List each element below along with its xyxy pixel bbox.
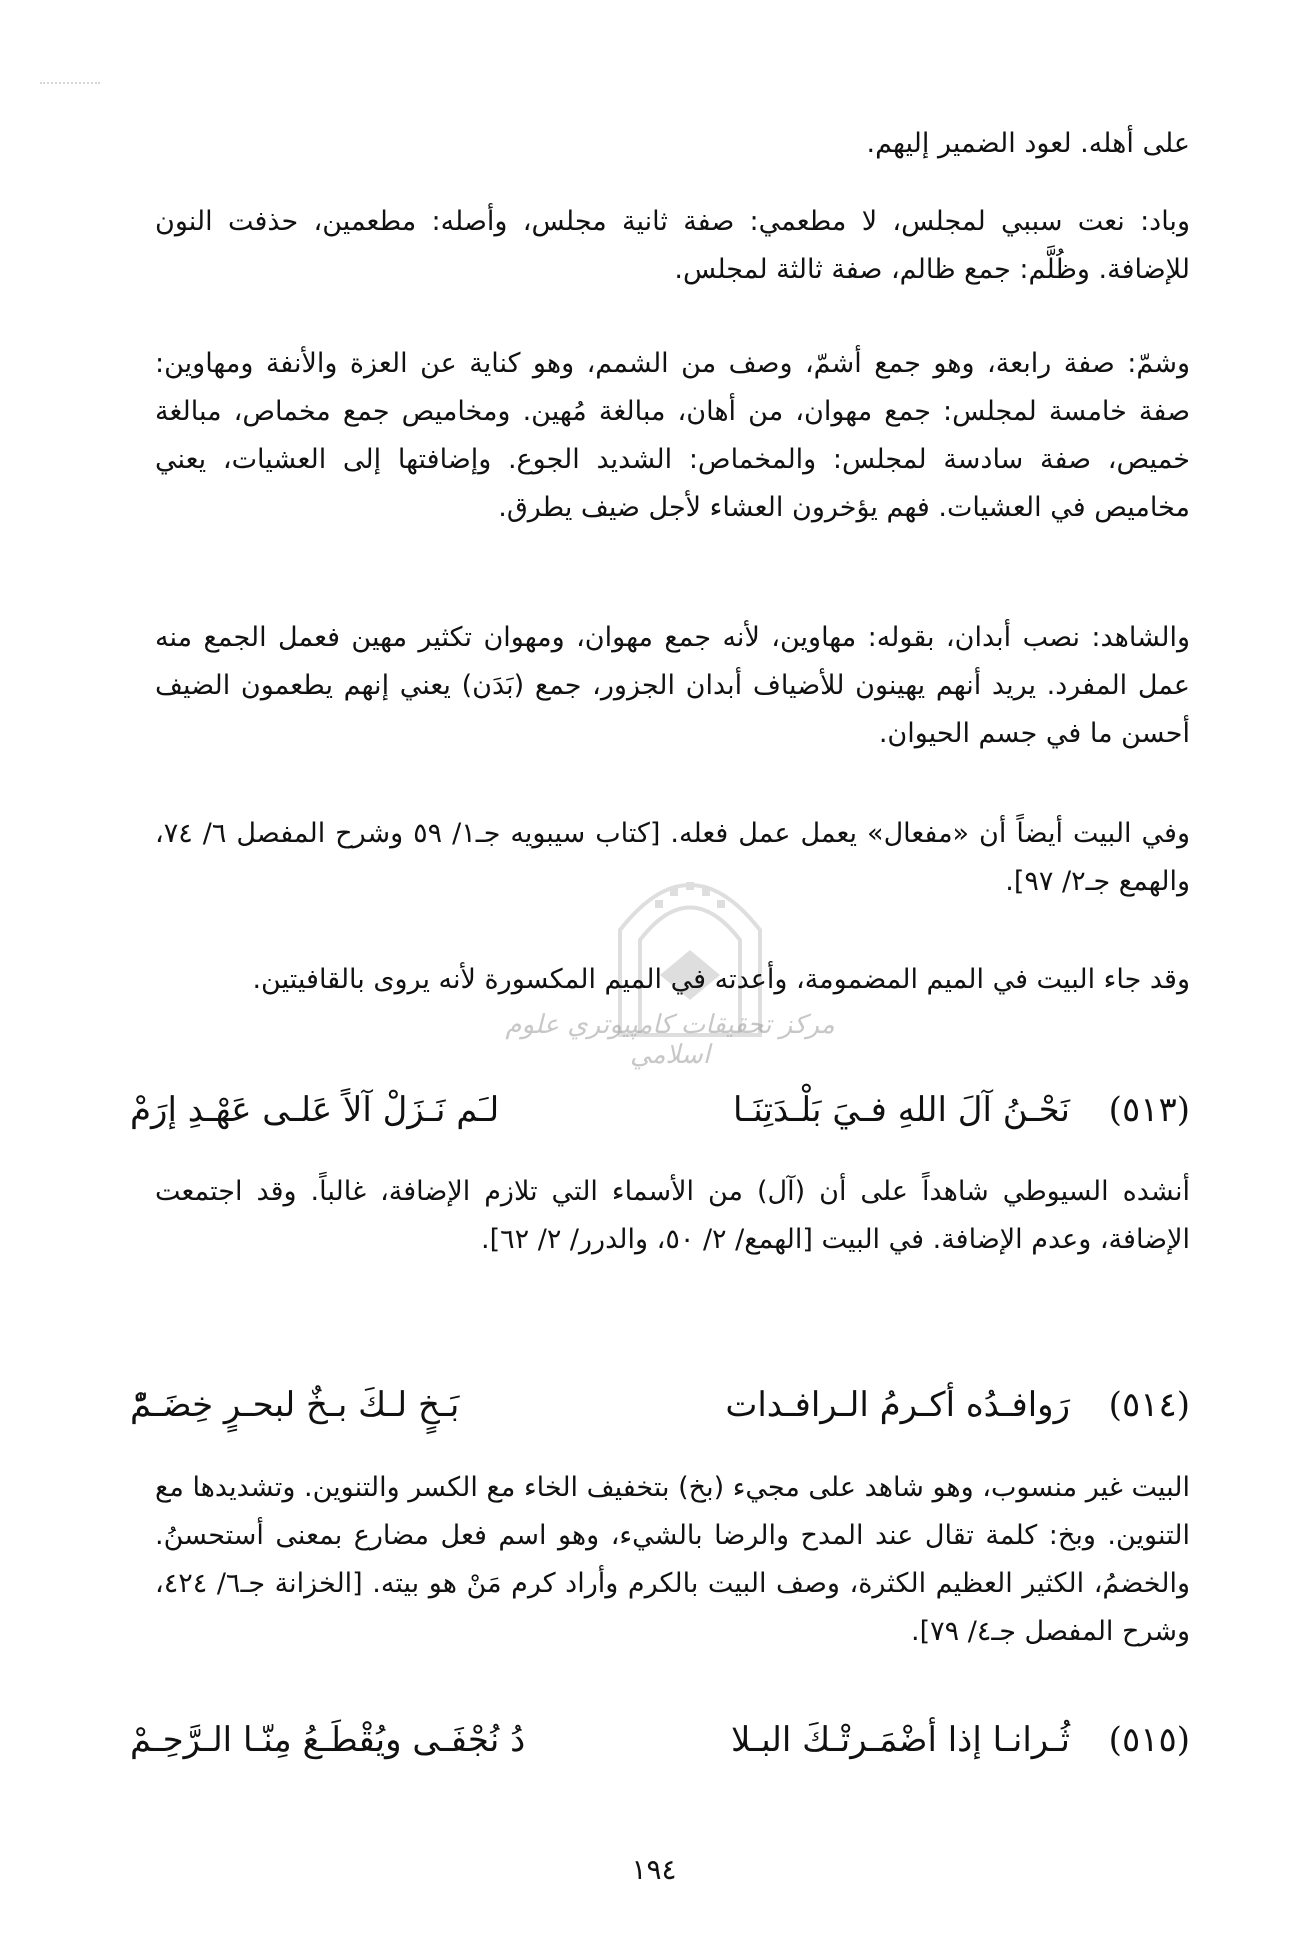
verse-hemistich-first: ثُـرانـا إذا أضْمَـرتْـكَ البـلا [731, 1720, 1070, 1760]
verse-number: (٥١٥) [1108, 1720, 1190, 1760]
verse-513 [130, 1080, 1190, 1140]
verse-515 [130, 1710, 1190, 1770]
verse-hemistich-first: نَحْـنُ آلَ اللهِ فـيَ بَلْـدَتِنَـا [732, 1090, 1070, 1130]
verse-hemistich-second: بَـخٍ لـكَ بـخٌ لبحـرٍ خِضَـمّْ [130, 1385, 460, 1425]
paragraph-5 [155, 810, 1190, 906]
paragraph-6 [155, 956, 1190, 1004]
paragraph-7 [155, 1168, 1190, 1264]
scan-artifact [40, 82, 100, 88]
paragraph-text: وشمّ: صفة رابعة، وهو جمع أشمّ، وصف من الشمم، وهو كناية عن العزة والأنفة ومهاوين: صفة خامسة لمجلس: جمع مهوان، من أهان، مبالغة مُهين. ومخاميص جمع مخماص، مبالغة خميص، صفة سادسة لمجلس: والمخماص: الشديد الجوع. وإضافتها إلى العشيات، يعني مخاميص في العشيات. فهم يؤخرون العشاء لأجل ضيف يطرق. [155, 348, 1190, 523]
paragraph-3 [155, 340, 1190, 532]
verse-number: (٥١٣) [1108, 1090, 1190, 1130]
verse-514 [130, 1375, 1190, 1435]
page-number: ١٩٤ [631, 1853, 677, 1886]
paragraph-text: وباد: نعت سببي لمجلس، لا مطعمي: صفة ثانية مجلس، وأصله: مطعمين، حذفت النون للإضافة. وظُلَّم: جمع ظالم، صفة ثالثة لمجلس. [155, 206, 1190, 285]
paragraph-text: على أهله. لعود الضمير إليهم. [866, 128, 1190, 159]
watermark-text: مركز تحقيقات كامپيوتري علوم اسلامي [505, 1010, 835, 1070]
paragraph-text: والشاهد: نصب أبدان، بقوله: مهاوين، لأنه جمع مهوان، ومهوان تكثير مهين فعمل الجمع منه عمل المفرد. يريد أنهم يهينون للأضياف أبدان الجزور، جمع (بَدَن) يعني إنهم يطعمون الضيف أحسن ما في جسم الحيوان. [155, 622, 1190, 749]
paragraph-text: وفي البيت أيضاً أن «مفعال» يعمل عمل فعله. [كتاب سيبويه جـ١/ ٥٩ وشرح المفصل ٦/ ٧٤، والهمع جـ٢/ ٩٧]. [155, 818, 1190, 897]
verse-hemistich-second: لـَم نَـزَلْ آلاً عَلـى عَهْـدِ إرَمْ [130, 1090, 500, 1130]
paragraph-text: أنشده السيوطي شاهداً على أن (آل) من الأسماء التي تلازم الإضافة، غالباً. وقد اجتمعت الإضافة، وعدم الإضافة. في البيت [الهمع/ ٢/ ٥٠، والدرر/ ٢/ ٦٢]. [155, 1176, 1190, 1255]
paragraph-text: البيت غير منسوب، وهو شاهد على مجيء (بخ) بتخفيف الخاء مع الكسر والتنوين. وتشديدها مع التنوين. وبخ: كلمة تقال عند المدح والرضا بالشيء، وهو اسم فعل مضارع بمعنى أستحسنُ. والخضمُ، الكثير العظيم الكثرة، وصف البيت بالكرم وأراد كرم مَنْ هو بيته. [الخزانة جـ٦/ ٤٢٤، وشرح المفصل جـ٤/ ٧٩]. [155, 1472, 1190, 1647]
verse-hemistich-first: رَوافـدُه أكـرمُ الـرافـدات [725, 1385, 1070, 1425]
paragraph-8 [155, 1464, 1190, 1656]
paragraph-1 [155, 120, 1190, 168]
verse-number: (٥١٤) [1108, 1385, 1190, 1425]
verse-hemistich-second: دُ نُجْفَـى ويُقْطَـعُ مِنّـا الـرَّحِـمْ [130, 1720, 526, 1760]
paragraph-text: وقد جاء البيت في الميم المضمومة، وأعدته في الميم المكسورة لأنه يروى بالقافيتين. [252, 964, 1190, 995]
paragraph-4 [155, 614, 1190, 758]
paragraph-2 [155, 198, 1190, 294]
